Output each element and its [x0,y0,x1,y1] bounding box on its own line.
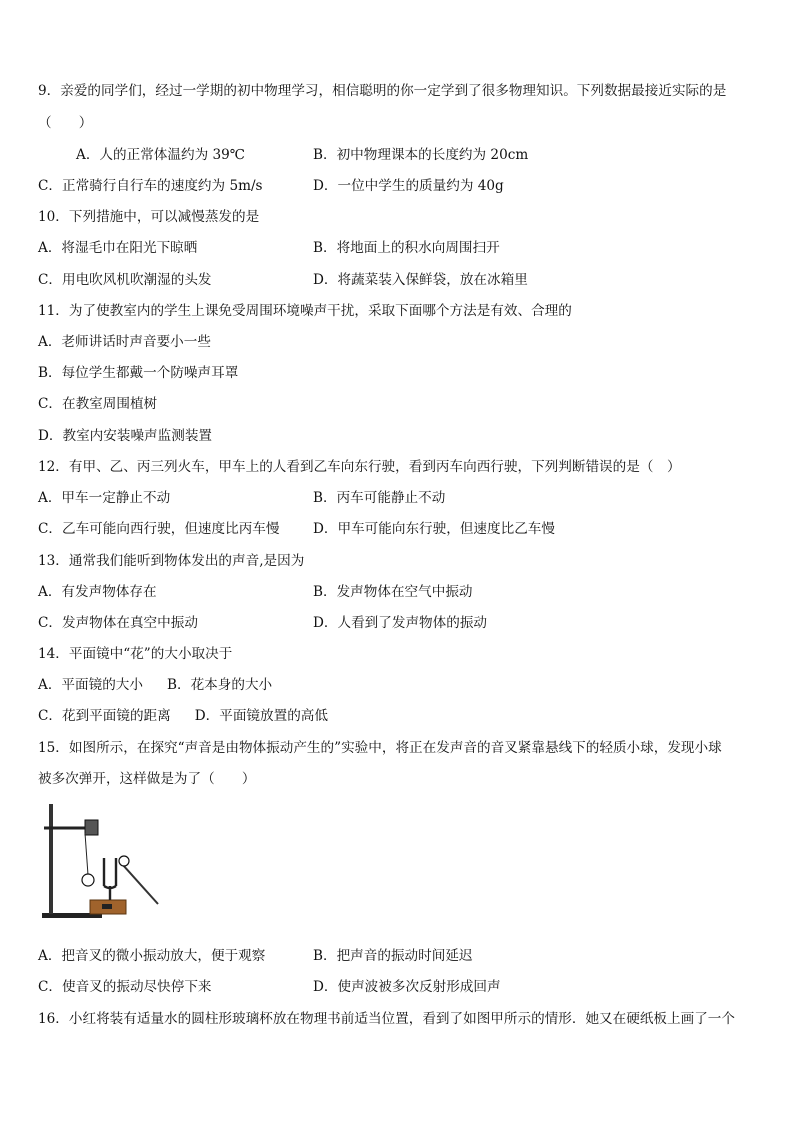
question-12-options-row2 [38,520,758,538]
question-12-option-a[interactable]: A．甲车一定静止不动 [38,490,171,506]
question-11-option-b[interactable]: B．每位学生都戴一个防噪声耳罩 [38,365,239,381]
question-11-option-c[interactable]: C．在教室周围植树 [38,396,158,412]
question-11-option-d[interactable]: D．教室内安装噪声监测装置 [38,428,213,444]
question-14-option-c[interactable]: C．花到平面镜的距离 [38,708,171,724]
question-9-option-c[interactable]: C．正常骑行自行车的速度约为 5m/s [38,178,263,194]
question-15-options-row2 [38,978,758,996]
question-12-option-b[interactable]: B．丙车可能静止不动 [313,490,446,506]
question-10-stem: 10．下列措施中，可以减慢蒸发的是 [38,209,260,225]
question-14-option-b[interactable]: B．花本身的大小 [166,677,273,693]
question-10-option-b[interactable]: B．将地面上的积水向周围扫开 [313,240,500,256]
question-13-option-a[interactable]: A．有发声物体存在 [38,584,157,600]
question-9-options-row2 [38,177,758,195]
question-9-option-a[interactable]: A．人的正常体温约为 39℃ [76,147,245,163]
question-15-option-c[interactable]: C．使音叉的振动尽快停下来 [38,979,212,995]
question-15-options-row1 [38,947,758,965]
mallet-head [119,856,129,866]
question-14-stem: 14．平面镜中“花”的大小取决于 [38,646,233,662]
question-9-option-b[interactable]: B．初中物理课本的长度约为 20cm [313,147,529,163]
question-10-option-a[interactable]: A．将湿毛巾在阳光下晾晒 [38,240,198,256]
question-9-stem-cont: （ ） [38,115,93,131]
light-ball [82,874,94,886]
question-15-stem: 15．如图所示，在探究“声音是由物体振动产生的”实验中，将正在发声音的音叉紧靠悬线下的轻质小球，发现小球 [38,740,722,756]
resonance-box-opening [102,904,112,909]
question-15-option-d[interactable]: D．使声波被多次反射形成回声 [313,979,501,995]
question-12-stem: 12．有甲、乙、丙三列火车，甲车上的人看到乙车向东行驶，看到丙车向西行驶，下列判断错误的是（ ） [38,459,681,475]
question-13-options-row1 [38,583,758,601]
mallet-handle [122,864,158,904]
question-14-options-row1 [38,676,272,694]
question-14-options-row2 [38,707,328,725]
pendulum-string [85,833,88,875]
question-9-options-row1 [38,146,758,164]
question-9-stem: 9．亲爱的同学们，经过一学期的初中物理学习，相信聪明的你一定学到了很多物理知识。下列数据最接近实际的是 [38,83,727,99]
stand-clamp [85,820,98,835]
question-10-options-row1 [38,239,758,257]
question-12-options-row1 [38,489,758,507]
question-9-option-d[interactable]: D．一位中学生的质量约为 40g [313,178,504,194]
question-10-option-d[interactable]: D．将蔬菜装入保鲜袋，放在冰箱里 [313,272,528,288]
question-13-option-d[interactable]: D．人看到了发声物体的振动 [313,615,488,631]
question-12-option-d[interactable]: D．甲车可能向东行驶，但速度比乙车慢 [313,521,555,537]
tuning-fork-apparatus-illustration [40,800,170,926]
question-13-stem: 13．通常我们能听到物体发出的声音,是因为 [38,553,305,569]
question-16-stem: 16．小红将装有适量水的圆柱形玻璃杯放在物理书前适当位置，看到了如图甲所示的情形．她又在硬纸板上画了一个 [38,1011,735,1027]
question-14-option-a[interactable]: A．平面镜的大小 [38,677,143,693]
tuning-fork [104,858,116,900]
tuning-fork-figure [40,800,170,926]
question-13-options-row2 [38,614,758,632]
question-10-option-c[interactable]: C．用电吹风机吹潮湿的头发 [38,272,212,288]
question-11-stem: 11．为了使教室内的学生上课免受周围环境噪声干扰，采取下面哪个方法是有效、合理的 [38,303,572,319]
question-10-options-row2 [38,271,758,289]
question-15-stem-cont: 被多次弹开，这样做是为了（ ） [38,771,256,787]
question-15-option-b[interactable]: B．把声音的振动时间延迟 [313,948,473,964]
question-11-option-a[interactable]: A．老师讲话时声音要小一些 [38,334,211,350]
stand-rod [49,804,53,914]
question-12-option-c[interactable]: C．乙车可能向西行驶，但速度比丙车慢 [38,521,280,537]
question-13-option-c[interactable]: C．发声物体在真空中振动 [38,615,198,631]
question-13-option-b[interactable]: B．发声物体在空气中振动 [313,584,473,600]
question-15-option-a[interactable]: A．把音叉的微小振动放大，便于观察 [38,948,266,964]
question-14-option-d[interactable]: D．平面镜放置的高低 [194,708,328,724]
